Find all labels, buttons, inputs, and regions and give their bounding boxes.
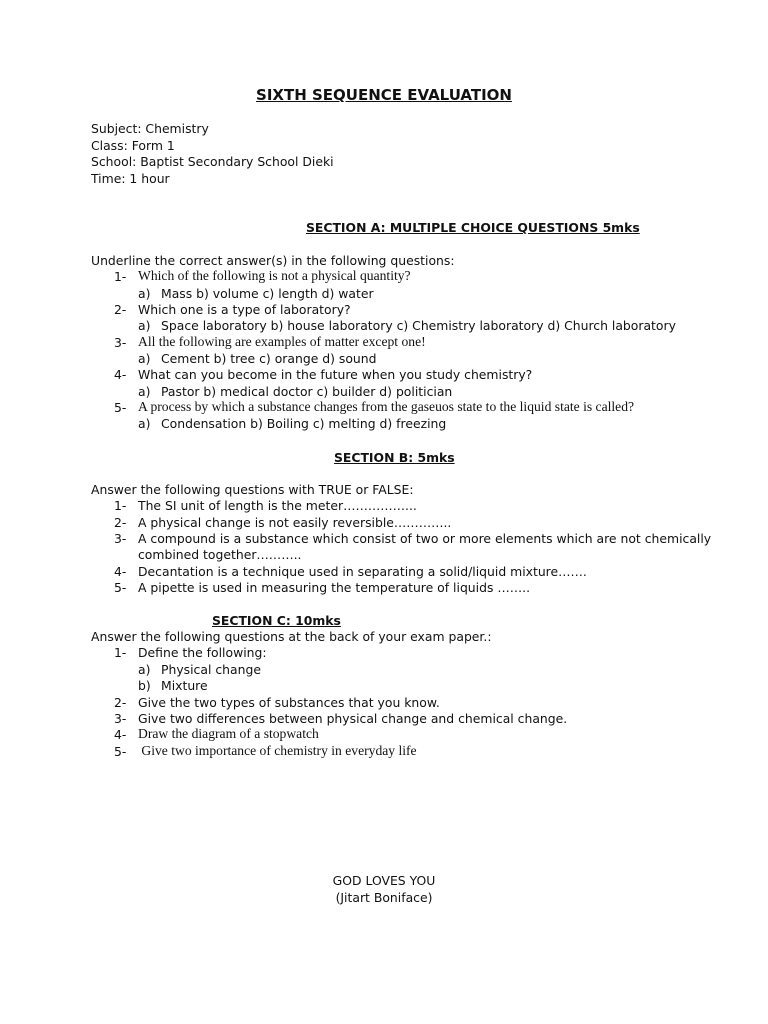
- section-a-options-2: [0, 318, 768, 334]
- question-number: 2-: [114, 515, 127, 530]
- option-letter: a): [138, 351, 151, 366]
- section-a-question-1: [0, 269, 768, 285]
- question-text: A process by which a substance changes from the gaseuos state to the liquid state is called?: [138, 399, 635, 414]
- section-b-question-3: [0, 531, 768, 547]
- question-number: 1-: [114, 498, 127, 513]
- footer-motto: GOD LOVES YOU: [332, 873, 436, 888]
- section-a-question-2: [0, 302, 768, 318]
- question-number: 4-: [114, 367, 127, 382]
- page-title: SIXTH SEQUENCE EVALUATION: [256, 86, 512, 104]
- section-c-instruction: Answer the following questions at the back of your exam paper.:: [91, 629, 492, 644]
- exam-info-block: [91, 121, 334, 187]
- option-letter: a): [138, 384, 151, 399]
- question-text: Define the following:: [138, 645, 267, 660]
- question-text: Give two differences between physical change and chemical change.: [138, 711, 568, 726]
- section-b-question-4: [0, 564, 768, 580]
- question-number: 1-: [114, 645, 127, 660]
- section-c-heading: SECTION C: 10mks: [212, 613, 341, 628]
- section-c-question-2: [0, 695, 768, 711]
- section-b-heading: SECTION B: 5mks: [334, 450, 455, 465]
- footer-block: [0, 873, 768, 906]
- section-a-question-4: [0, 367, 768, 383]
- section-b-instruction: Answer the following questions with TRUE or FALSE:: [91, 482, 414, 497]
- section-c-sub-a: [0, 662, 768, 678]
- question-text: Decantation is a technique used in separating a solid/liquid mixture…….: [138, 564, 587, 579]
- question-number: 4-: [114, 727, 127, 742]
- options-text: Space laboratory b) house laboratory c) Chemistry laboratory d) Church laboratory: [161, 318, 676, 333]
- section-c-question-5: [0, 744, 768, 760]
- sub-letter: b): [138, 678, 151, 693]
- section-c-sub-b: [0, 678, 768, 694]
- time-line: Time: 1 hour: [91, 170, 170, 186]
- question-text: What can you become in the future when you study chemistry?: [138, 367, 533, 382]
- footer-author: (Jitart Boniface): [335, 889, 433, 905]
- question-number: 4-: [114, 564, 127, 579]
- sub-text: Physical change: [161, 662, 261, 677]
- question-number: 3-: [114, 335, 127, 350]
- section-a-question-5: [0, 400, 768, 416]
- question-text: A physical change is not easily reversible…………..: [138, 515, 452, 530]
- question-number: 3-: [114, 711, 127, 726]
- class-line: Class: Form 1: [91, 137, 175, 153]
- question-text: Give two importance of chemistry in everyday life: [138, 743, 417, 758]
- section-a-question-3: [0, 335, 768, 351]
- option-letter: a): [138, 318, 151, 333]
- question-text: A compound is a substance which consist of two or more elements which are not chemically: [138, 531, 712, 546]
- question-text: Which one is a type of laboratory?: [138, 302, 351, 317]
- question-text-continued: combined together………..: [138, 547, 302, 562]
- options-text: Pastor b) medical doctor c) builder d) politician: [161, 384, 453, 399]
- subject-line: Subject: Chemistry: [91, 121, 209, 136]
- question-number: 2-: [114, 695, 127, 710]
- section-c-question-1: [0, 645, 768, 661]
- section-c-question-4: [0, 727, 768, 743]
- question-number: 5-: [114, 580, 127, 595]
- section-a-instruction: Underline the correct answer(s) in the following questions:: [91, 253, 455, 268]
- options-text: Mass b) volume c) length d) water: [161, 286, 374, 301]
- question-number: 5-: [114, 744, 127, 759]
- section-a-options-5: [0, 416, 768, 432]
- section-b-question-2: [0, 515, 768, 531]
- school-line: School: Baptist Secondary School Dieki: [91, 154, 334, 170]
- section-b-question-1: [0, 498, 768, 514]
- question-text: Which of the following is not a physical quantity?: [138, 268, 411, 283]
- section-b-question-3-continued: [0, 547, 768, 563]
- section-a-options-4: [0, 384, 768, 400]
- option-letter: a): [138, 416, 151, 431]
- question-text: The SI unit of length is the meter……………...: [138, 498, 417, 513]
- question-text: Draw the diagram of a stopwatch: [138, 726, 319, 741]
- section-b-question-5: [0, 580, 768, 596]
- section-a-options-1: [0, 286, 768, 302]
- section-c-question-3: [0, 711, 768, 727]
- question-number: 1-: [114, 269, 127, 284]
- option-letter: a): [138, 286, 151, 301]
- sub-letter: a): [138, 662, 151, 677]
- question-text: All the following are examples of matter except one!: [138, 334, 426, 349]
- question-number: 2-: [114, 302, 127, 317]
- question-text: Give the two types of substances that you know.: [138, 695, 440, 710]
- question-number: 5-: [114, 400, 127, 415]
- options-text: Cement b) tree c) orange d) sound: [161, 351, 377, 366]
- options-text: Condensation b) Boiling c) melting d) freezing: [161, 416, 447, 431]
- question-number: 3-: [114, 531, 127, 546]
- sub-text: Mixture: [161, 678, 208, 693]
- section-a-options-3: [0, 351, 768, 367]
- question-text: A pipette is used in measuring the temperature of liquids ……..: [138, 580, 531, 595]
- section-a-heading: SECTION A: MULTIPLE CHOICE QUESTIONS 5mks: [306, 220, 640, 235]
